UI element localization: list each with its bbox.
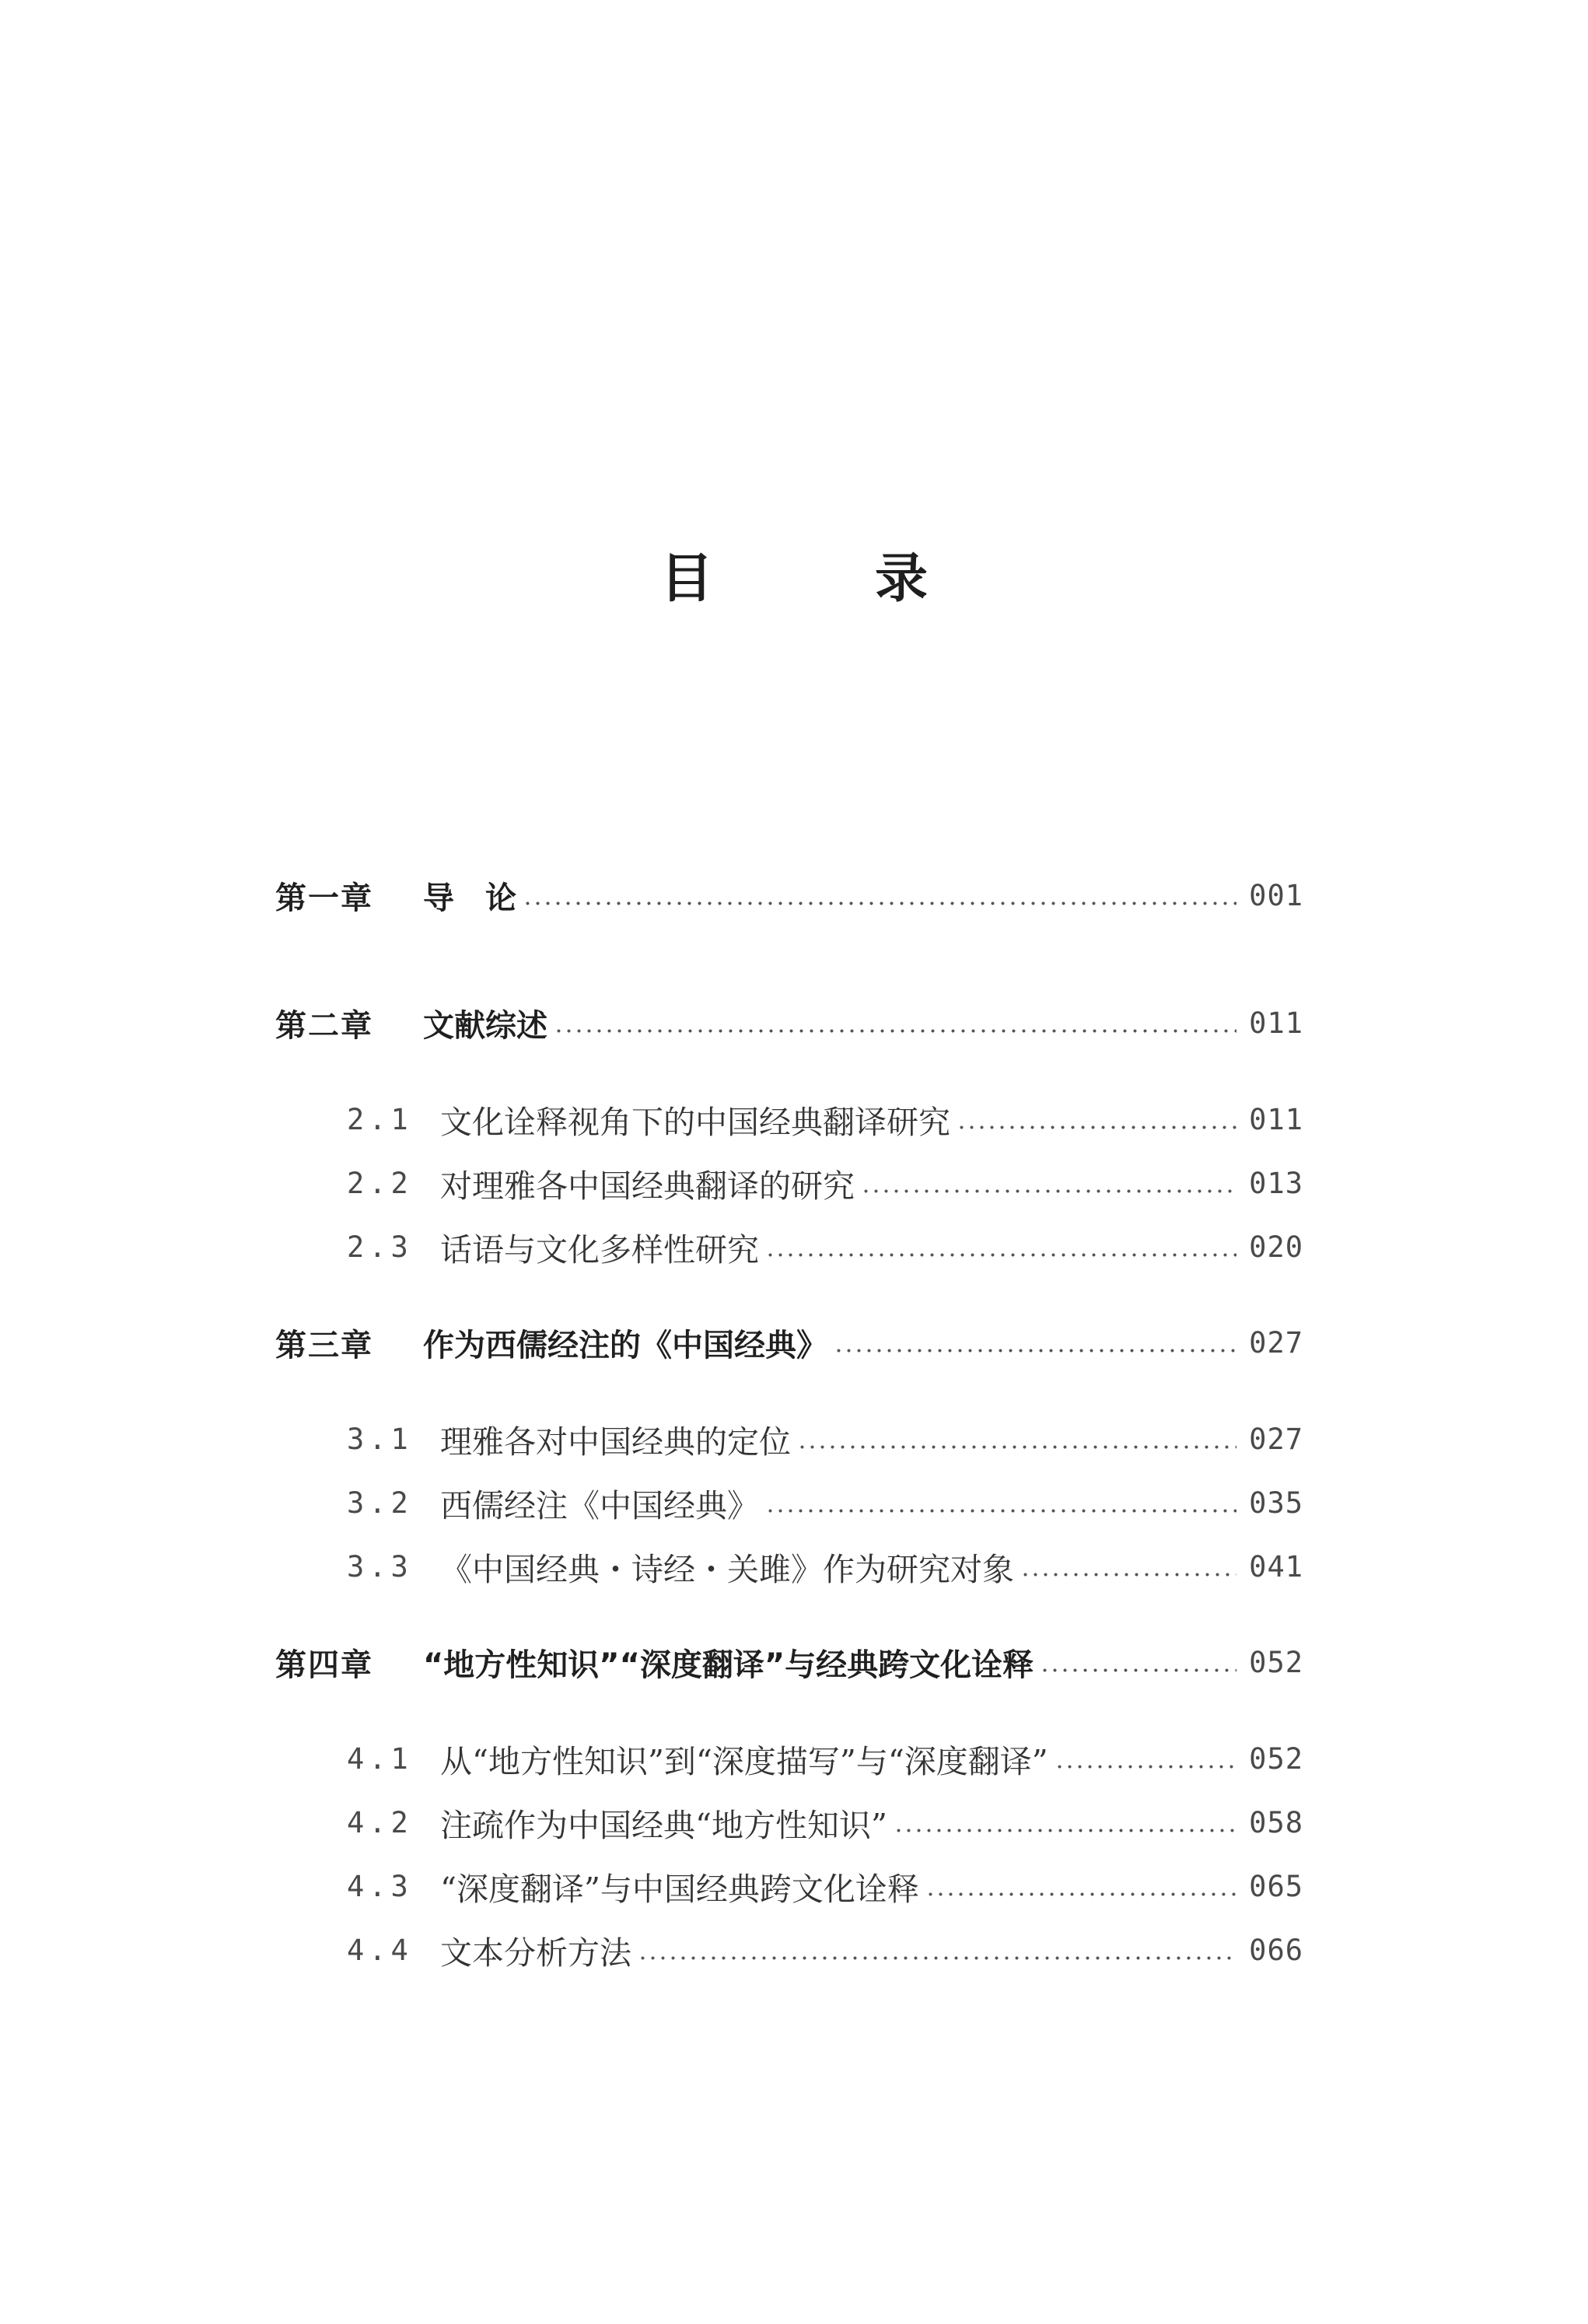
section-number: 4.4: [347, 1933, 413, 1967]
section-title: 话语与文化多样性研究: [440, 1230, 759, 1269]
chapter-label: 第三章: [275, 1327, 373, 1363]
section-title: 《中国经典・诗经・关雎》作为研究对象: [440, 1550, 1014, 1588]
dot-leader: [957, 1094, 1236, 1145]
dot-leader: [523, 870, 1236, 921]
section-number: 2.2: [347, 1166, 413, 1200]
chapter-label: 第一章: [275, 880, 373, 916]
chapter-label: 第四章: [275, 1647, 373, 1683]
section-title: 文本分析方法: [440, 1934, 631, 1972]
dot-leader: [861, 1157, 1236, 1209]
section-title: 对理雅各中国经典翻译的研究: [440, 1167, 855, 1205]
toc-section-4-2[interactable]: [275, 1797, 1303, 1848]
page-number: 052: [1249, 1645, 1303, 1679]
page-number: 058: [1249, 1805, 1303, 1839]
section-title: 理雅各对中国经典的定位: [440, 1423, 791, 1461]
page-number: 066: [1249, 1933, 1303, 1967]
toc-section-4-4[interactable]: [275, 1924, 1303, 1976]
section-number: 2.1: [347, 1102, 413, 1136]
section-number: 2.3: [347, 1230, 413, 1264]
page-number: 027: [1249, 1422, 1303, 1456]
toc-chapter-1[interactable]: [275, 870, 1303, 921]
section-title: 从“地方性知识”到“深度描写”与“深度翻译”: [440, 1742, 1048, 1780]
dot-leader: [894, 1797, 1236, 1848]
toc-section-3-3[interactable]: [275, 1541, 1303, 1592]
chapter-title: 作为西儒经注的《中国经典》: [423, 1327, 827, 1363]
dot-leader: [797, 1413, 1236, 1465]
chapter-title: “地方性知识”“深度翻译”与经典跨文化诠释: [423, 1647, 1034, 1683]
section-number: 3.3: [347, 1549, 413, 1584]
section-number: 3.1: [347, 1422, 413, 1456]
dot-leader: [554, 997, 1236, 1048]
page-title: 目 录: [659, 548, 982, 610]
dot-leader: [1020, 1541, 1236, 1592]
section-title: 注疏作为中国经典“地方性知识”: [440, 1806, 887, 1844]
toc-section-2-1[interactable]: [275, 1094, 1303, 1145]
dot-leader: [765, 1477, 1236, 1528]
toc-section-2-3[interactable]: [275, 1221, 1303, 1272]
chapter-label: 第二章: [275, 1007, 373, 1044]
page-number: 013: [1249, 1166, 1303, 1200]
toc-section-4-1[interactable]: [275, 1733, 1303, 1784]
section-title: “深度翻译”与中国经典跨文化诠释: [440, 1870, 919, 1908]
section-title: 西儒经注《中国经典》: [440, 1486, 759, 1524]
toc-section-3-1[interactable]: [275, 1413, 1303, 1465]
section-title: 文化诠释视角下的中国经典翻译研究: [440, 1103, 950, 1141]
dot-leader: [925, 1860, 1236, 1912]
toc-section-4-3[interactable]: [275, 1860, 1303, 1912]
dot-leader: [1040, 1636, 1236, 1688]
page-number: 011: [1249, 1102, 1303, 1136]
toc-section-2-2[interactable]: [275, 1157, 1303, 1209]
toc-chapter-2[interactable]: [275, 997, 1303, 1048]
chapter-title: 导 论: [423, 880, 516, 916]
section-number: 4.3: [347, 1869, 413, 1903]
dot-leader: [765, 1221, 1236, 1272]
section-number: 3.2: [347, 1486, 413, 1520]
page-number: 052: [1249, 1741, 1303, 1776]
page-number: 027: [1249, 1325, 1303, 1360]
page-number: 065: [1249, 1869, 1303, 1903]
section-number: 4.2: [347, 1805, 413, 1839]
dot-leader: [1055, 1733, 1236, 1784]
chapter-title: 文献综述: [423, 1007, 547, 1044]
page-number: 020: [1249, 1230, 1303, 1264]
page-number: 011: [1249, 1006, 1303, 1040]
dot-leader: [834, 1317, 1236, 1368]
section-number: 4.1: [347, 1741, 413, 1776]
page-number: 035: [1249, 1486, 1303, 1520]
page-number: 001: [1249, 878, 1303, 912]
toc-chapter-3[interactable]: [275, 1317, 1303, 1368]
dot-leader: [638, 1924, 1236, 1976]
toc-section-3-2[interactable]: [275, 1477, 1303, 1528]
toc-chapter-4[interactable]: [275, 1636, 1303, 1688]
page-number: 041: [1249, 1549, 1303, 1584]
